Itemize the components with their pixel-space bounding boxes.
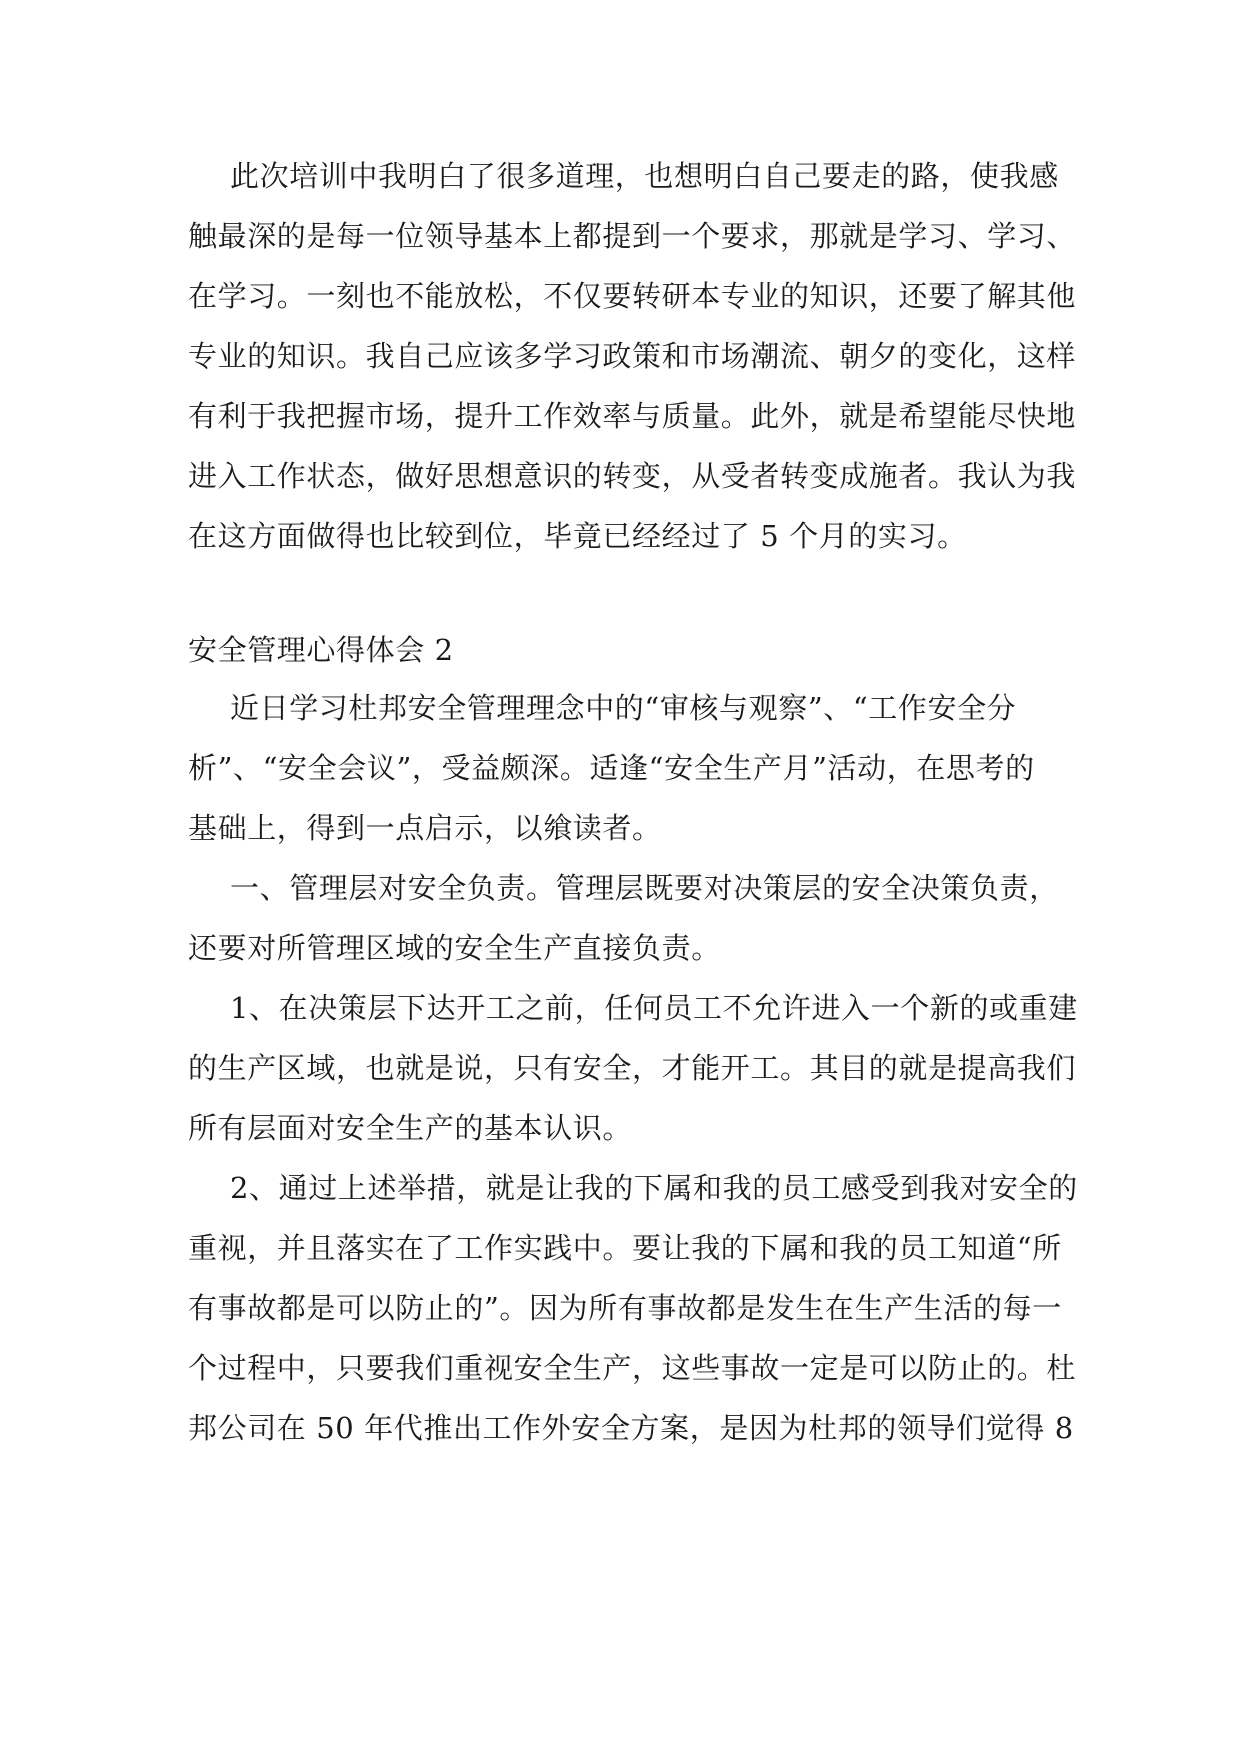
p1-line-7: 在这方面做得也比较到位，毕竟已经经过了 5 个月的实习。 — [188, 519, 967, 553]
p1-line-1: 此次培训中我明白了很多道理，也想明白自己要走的路，使我感 — [230, 159, 1059, 193]
p5-line-2: 重视，并且落实在了工作实践中。要让我的下属和我的员工知道“所 — [188, 1231, 1062, 1265]
p1-line-3: 在学习。一刻也不能放松，不仅要转研本专业的知识，还要了解其他 — [188, 279, 1077, 313]
p3-line-2: 还要对所管理区域的安全生产直接负责。 — [188, 931, 721, 965]
p5-line-4: 个过程中，只要我们重视安全生产，这些事故一定是可以防止的。杜 — [188, 1351, 1077, 1385]
p4-line-3: 所有层面对安全生产的基本认识。 — [188, 1111, 633, 1145]
p4-line-2: 的生产区域，也就是说，只有安全，才能开工。其目的就是提高我们 — [188, 1051, 1077, 1085]
p1-line-5: 有利于我把握市场，提升工作效率与质量。此外，就是希望能尽快地 — [188, 399, 1077, 433]
p4-line-1: 1、在决策层下达开工之前，任何员工不允许进入一个新的或重建 — [230, 991, 1078, 1025]
p2-line-1: 近日学习杜邦安全管理理念中的“审核与观察”、“工作安全分 — [230, 691, 1017, 725]
section-heading: 安全管理心得体会 2 — [188, 633, 454, 667]
p1-line-4: 专业的知识。我自己应该多学习政策和市场潮流、朝夕的变化，这样 — [188, 339, 1077, 373]
p5-line-1: 2、通过上述举措，就是让我的下属和我的员工感受到我对安全的 — [230, 1171, 1078, 1205]
p1-line-6: 进入工作状态，做好思想意识的转变，从受者转变成施者。我认为我 — [188, 459, 1077, 493]
p5-line-3: 有事故都是可以防止的”。因为所有事故都是发生在生产生活的每一 — [188, 1291, 1062, 1325]
p5-line-5: 邦公司在 50 年代推出工作外安全方案，是因为杜邦的领导们觉得 8 — [188, 1411, 1074, 1445]
p3-line-1: 一、管理层对安全负责。管理层既要对决策层的安全决策负责， — [230, 871, 1059, 905]
p2-line-3: 基础上，得到一点启示，以飨读者。 — [188, 811, 662, 845]
p1-line-2: 触最深的是每一位领导基本上都提到一个要求，那就是学习、学习、 — [188, 219, 1077, 253]
p2-line-2: 析”、“安全会议”，受益颇深。适逢“安全生产月”活动，在思考的 — [188, 751, 1035, 785]
